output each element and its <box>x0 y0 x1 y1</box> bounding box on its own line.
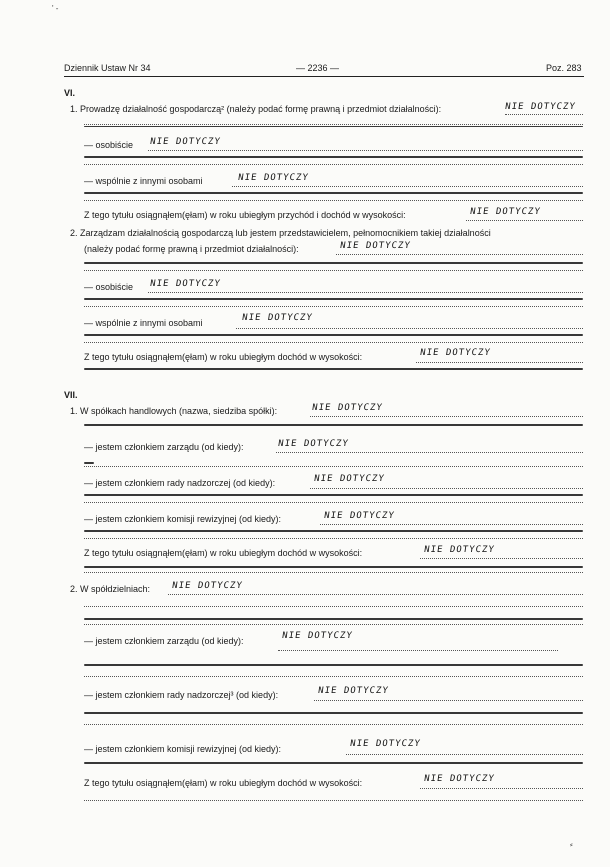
handwritten-answer: NIE DOTYCZY <box>149 137 222 147</box>
vii-2-audit-label: — jestem członkiem komisji rewizyjnej (od kiedy): <box>84 744 282 754</box>
footer-mark: ⸗ <box>570 840 573 849</box>
answer-line <box>84 306 583 307</box>
vii-1-audit-answer[interactable] <box>324 510 395 522</box>
pen-strike <box>84 156 583 158</box>
pen-strike <box>84 530 583 532</box>
answer-line <box>84 124 583 125</box>
vi-2-personally-answer[interactable] <box>150 278 221 290</box>
pen-strike <box>84 334 583 336</box>
answer-line <box>466 220 583 221</box>
handwritten-answer: NIE DOTYCZY <box>149 279 222 289</box>
answer-line <box>84 342 583 343</box>
pen-strike <box>84 298 583 300</box>
vi-2-income-answer[interactable] <box>420 347 491 359</box>
answer-line <box>310 488 583 489</box>
vi-2-label-line1: 2. Zarządzam działalnością gospodarczą lub jestem przedstawicielem, pełnomocnikiem takiej działalności <box>70 228 491 238</box>
pen-strike <box>84 424 583 426</box>
vii-1-board-answer[interactable] <box>278 438 349 450</box>
answer-line <box>84 676 583 677</box>
answer-line <box>148 292 583 293</box>
handwritten-answer: NIE DOTYCZY <box>469 207 542 217</box>
vii-1-income-label: Z tego tytułu osiągnąłem(ęłam) w roku ubiegłym dochód w wysokości: <box>84 548 363 558</box>
answer-line <box>84 538 583 539</box>
vii-1-supervisory-answer[interactable] <box>314 473 385 485</box>
vi-1-personally-label: — osobiście <box>84 140 134 150</box>
vii-2-income-answer[interactable] <box>424 773 495 785</box>
answer-line <box>346 754 583 755</box>
page-number: — 2236 — <box>296 63 340 73</box>
answer-line <box>84 606 583 607</box>
handwritten-answer: NIE DOTYCZY <box>349 739 422 749</box>
pen-strike <box>84 494 583 496</box>
header-rule <box>64 76 584 77</box>
handwritten-answer: NIE DOTYCZY <box>339 241 412 251</box>
vii-2-board-label: — jestem członkiem zarządu (od kiedy): <box>84 636 244 646</box>
vi-1-personally-answer[interactable] <box>150 136 221 148</box>
vii-1-label: 1. W spółkach handlowych (nazwa, siedziba spółki): <box>70 406 278 416</box>
answer-line <box>236 328 583 329</box>
vii-2-income-label: Z tego tytułu osiągnąłem(ęłam) w roku ubiegłym dochód w wysokości: <box>84 778 363 788</box>
answer-line <box>310 416 583 417</box>
handwritten-answer: NIE DOTYCZY <box>423 545 496 555</box>
vi-1-income-answer[interactable] <box>470 206 541 218</box>
section-vi-title: VI. <box>64 88 76 98</box>
handwritten-answer: NIE DOTYCZY <box>277 439 350 449</box>
answer-line <box>420 558 583 559</box>
answer-line <box>148 150 583 151</box>
vii-1-income-answer[interactable] <box>424 544 495 556</box>
answer-line <box>505 114 583 115</box>
vi-1-label: 1. Prowadzę działalność gospodarczą² (należy podać formę prawną i przedmiot działalności): <box>70 104 442 114</box>
answer-line <box>168 594 583 595</box>
journal-title: Dziennik Ustaw Nr 34 <box>64 63 151 73</box>
handwritten-answer: NIE DOTYCZY <box>241 313 314 323</box>
pen-strike <box>84 262 583 264</box>
answer-line <box>336 254 583 255</box>
handwritten-answer: NIE DOTYCZY <box>504 102 577 112</box>
vii-1-audit-label: — jestem członkiem komisji rewizyjnej (od kiedy): <box>84 514 282 524</box>
vi-2-label-line2: (należy podać formę prawną i przedmiot działalności): <box>84 244 299 254</box>
vii-2-label: 2. W spółdzielniach: <box>70 584 151 594</box>
corner-mark: ' - <box>52 4 59 13</box>
handwritten-answer: NIE DOTYCZY <box>237 173 310 183</box>
vii-1-answer[interactable] <box>312 402 383 414</box>
pen-strike <box>84 664 583 666</box>
answer-line <box>320 524 583 525</box>
vi-2-jointly-label: — wspólnie z innymi osobami <box>84 318 203 328</box>
answer-line <box>84 164 583 165</box>
pen-strike <box>84 462 94 464</box>
pen-strike <box>84 368 583 370</box>
vii-1-board-label: — jestem członkiem zarządu (od kiedy): <box>84 442 244 452</box>
answer-line <box>84 200 583 201</box>
answer-line <box>314 700 583 701</box>
vi-1-jointly-answer[interactable] <box>238 172 309 184</box>
answer-line <box>84 800 583 801</box>
answer-line <box>84 724 583 725</box>
vi-1-jointly-label: — wspólnie z innymi osobami <box>84 176 203 186</box>
vi-2-personally-label: — osobiście <box>84 282 134 292</box>
answer-line <box>84 502 583 503</box>
handwritten-answer: NIE DOTYCZY <box>317 686 390 696</box>
pen-strike <box>84 566 583 568</box>
handwritten-answer: NIE DOTYCZY <box>171 581 244 591</box>
pen-strike <box>84 712 583 714</box>
vii-2-audit-answer[interactable] <box>350 738 421 750</box>
vii-2-answer[interactable] <box>172 580 243 592</box>
pen-strike <box>84 762 583 764</box>
vii-1-supervisory-label: — jestem członkiem rady nadzorczej (od kiedy): <box>84 478 276 488</box>
handwritten-answer: NIE DOTYCZY <box>281 631 354 641</box>
answer-line <box>278 650 558 651</box>
vii-2-supervisory-answer[interactable] <box>318 685 389 697</box>
vi-2-jointly-answer[interactable] <box>242 312 313 324</box>
vi-1-answer[interactable] <box>505 101 576 113</box>
answer-line <box>84 466 583 467</box>
vi-1-income-label: Z tego tytułu osiągnąłem(ęłam) w roku ubiegłym przychód i dochód w wysokości: <box>84 210 406 220</box>
pen-strike <box>84 618 583 620</box>
answer-line <box>232 186 583 187</box>
answer-line <box>416 362 583 363</box>
vii-2-board-answer[interactable] <box>282 630 353 642</box>
handwritten-answer: NIE DOTYCZY <box>423 774 496 784</box>
vii-2-supervisory-label: — jestem członkiem rady nadzorczej³ (od kiedy): <box>84 690 279 700</box>
handwritten-answer: NIE DOTYCZY <box>419 348 492 358</box>
answer-line <box>276 452 583 453</box>
answer-line <box>84 270 583 271</box>
vi-2-answer[interactable] <box>340 240 411 252</box>
answer-line <box>84 624 583 625</box>
pen-strike <box>84 192 583 194</box>
handwritten-answer: NIE DOTYCZY <box>313 474 386 484</box>
pen-strike <box>84 126 583 127</box>
handwritten-answer: NIE DOTYCZY <box>323 511 396 521</box>
answer-line <box>84 572 583 573</box>
position-number: Poz. 283 <box>546 63 582 73</box>
answer-line <box>420 788 583 789</box>
vi-2-income-label: Z tego tytułu osiągnąłem(ęłam) w roku ubiegłym dochód w wysokości: <box>84 352 363 362</box>
section-vii-title: VII. <box>64 390 78 400</box>
handwritten-answer: NIE DOTYCZY <box>311 403 384 413</box>
